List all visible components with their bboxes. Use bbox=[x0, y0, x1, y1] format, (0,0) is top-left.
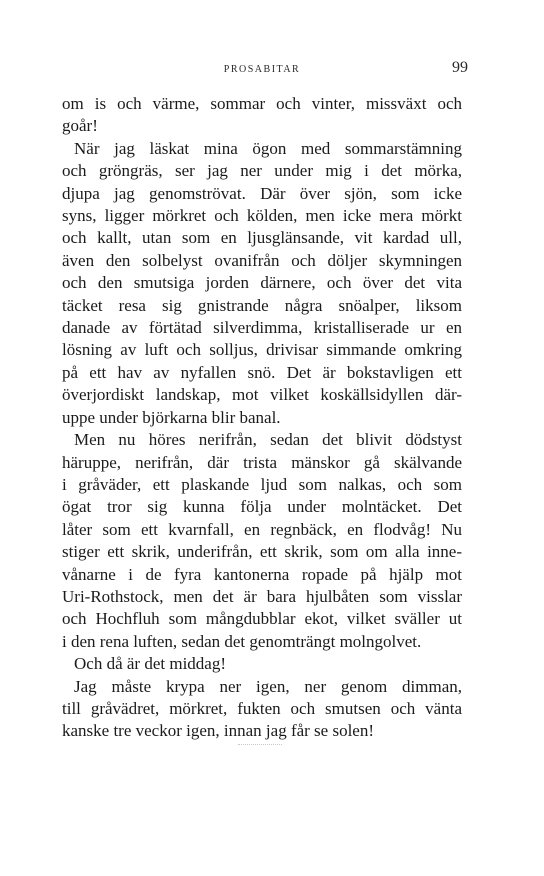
text-line: vånarne i de fyra kantonerna ropade på hjälp mot bbox=[62, 564, 462, 584]
text-line: Men nu höres nerifrån, sedan det blivit dödstyst bbox=[74, 430, 462, 450]
text-line: om is och värme, sommar och vinter, missväxt och bbox=[62, 94, 462, 113]
page-number: 99 bbox=[452, 59, 468, 76]
text-line: Jag måste krypa ner igen, ner genom dimman, bbox=[74, 676, 462, 696]
text-line: och den smutsiga jorden därnere, och över det vita bbox=[62, 273, 462, 293]
text-line: goår! bbox=[62, 116, 98, 136]
text-line: även den solbelyst ovanifrån och döljer skymningen bbox=[62, 250, 462, 270]
text-line: och Hochfluh som mångdubblar ekot, vilket sväller ut bbox=[62, 609, 462, 629]
running-title: PROSABITAR bbox=[223, 64, 301, 75]
text-line: och gröngräs, ser jag ner under mig i det mörka, bbox=[62, 161, 462, 181]
text-line: kanske tre veckor igen, innan jag får se solen! bbox=[62, 721, 375, 741]
text-line: syns, ligger mörkret och kölden, men icke mera mörkt bbox=[62, 206, 462, 226]
text-line: och kallt, utan som en ljusglänsande, vit kardad ull, bbox=[62, 228, 462, 248]
text-line: låter som ett kvarnfall, en regnbäck, en flodvåg! Nu bbox=[62, 519, 462, 539]
text-line: till gråvädret, mörkret, fukten och smutsen och vänta bbox=[62, 698, 462, 718]
text-line: överjordiskt landskap, mot vilket koskällsidyllen där- bbox=[62, 385, 462, 405]
text-line: i den rena luften, sedan det genomträngt molngolvet. bbox=[62, 631, 422, 651]
text-line: täcket resa sig gnistrande några snöalper, liksom bbox=[62, 295, 462, 315]
text-line: på ett hav av nyfallen snö. Det är bokstavligen ett bbox=[62, 362, 462, 382]
text-line: uppe under björkarna blir banal. bbox=[62, 407, 281, 427]
text-line: När jag läskat mina ögon med sommarstämning bbox=[74, 138, 462, 158]
text-line: lösning av luft och solljus, drivisar simmande omkring bbox=[62, 340, 462, 360]
text-line: ögat tror sig kunna följa under molntäcket. Det bbox=[62, 497, 462, 517]
text-line: i gråväder, ett plaskande ljud som nalkas, och som bbox=[62, 474, 462, 494]
text-line: djupa jag genomströvat. Där över sjön, som icke bbox=[62, 183, 462, 203]
running-head bbox=[56, 58, 468, 78]
text-line: häruppe, nerifrån, där trista mänskor gå skälvande bbox=[62, 452, 462, 472]
text-line: stiger ett skrik, underifrån, ett skrik, som om alla inne- bbox=[62, 542, 462, 562]
body-text bbox=[62, 93, 462, 743]
text-line: Uri-Rothstock, men det är bara hjulbåten som visslar bbox=[62, 586, 462, 606]
section-divider bbox=[238, 744, 282, 747]
text-line: Och då är det middag! bbox=[74, 654, 226, 674]
text-line: danade av förtätad silverdimma, kristalliserade ur en bbox=[62, 318, 462, 338]
